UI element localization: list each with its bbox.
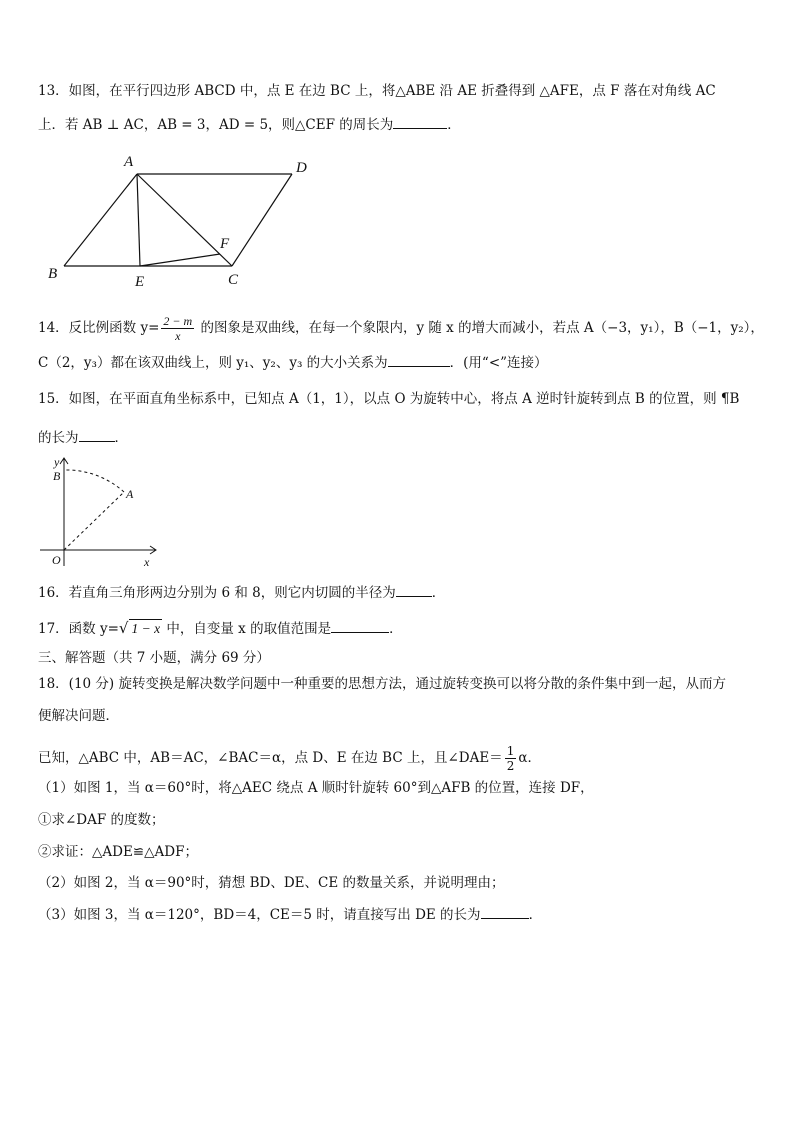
label-y: y: [54, 455, 60, 469]
answer-blank: [481, 905, 529, 919]
label-C: C: [228, 272, 239, 288]
q14-line2: C（2，y₃）都在该双曲线上，则 y₁、y₂、y₃ 的大小关系为 ．(用“<”连接）: [38, 355, 548, 371]
q13-text-2: 上．若 AB ⊥ AC，AB = 3，AD = 5，则△CEF 的周长为: [38, 117, 394, 133]
label-O: O: [52, 553, 61, 567]
q18-text-3a: 已知，△ABC 中，AB＝AC，∠BAC＝α，点 D、E 在边 BC 上，且∠DAE＝: [38, 750, 503, 766]
parallelogram-diagram: [40, 148, 330, 288]
q18-part3-text: （3）如图 3，当 α＝120°，BD＝4，CE＝5 时，请直接写出 DE 的长为: [38, 907, 481, 923]
q13-text-1: 13．如图，在平行四边形 ABCD 中，点 E 在边 BC 上，将△ABE 沿 AE 折叠得到 △AFE，点 F 落在对角线 AC: [38, 83, 716, 99]
q18-part1b: [38, 843, 198, 861]
answer-blank: [331, 619, 389, 633]
q17-line: 17．函数 y=√ 1 − x 中，自变量 x 的取值范围是 ．: [38, 619, 403, 637]
q15-text-1: 15．如图，在平面直角坐标系中，已知点 A（1，1），以点 O 为旋转中心，将点 A 逆时针旋转到点 B 的位置，则 ¶B: [38, 391, 740, 407]
q16-text: 16．若直角三角形两边分别为 6 和 8，则它内切圆的半径为: [38, 585, 396, 601]
q15-line1: [38, 390, 739, 408]
label-x: x: [144, 555, 150, 569]
q18-part1: [38, 779, 594, 797]
segment-OA: [64, 492, 124, 550]
coordinate-diagram: [38, 452, 168, 572]
q18-part1a-text: ①求∠DAF 的度数；: [38, 812, 165, 828]
q14-fraction: $\frac{2 - m}{x}$: [163, 314, 193, 343]
q17-sqrt: 1 − x: [131, 621, 161, 636]
q18-part1a: [38, 811, 165, 829]
q17-text-b: 中，自变量 x 的取值范围是: [162, 621, 332, 637]
label-B: B: [53, 469, 61, 483]
q13-line1: [38, 82, 716, 100]
answer-blank: [388, 353, 450, 367]
q14-line1: [38, 314, 764, 343]
segment-EF: [140, 254, 220, 266]
q18-line3: [38, 744, 541, 773]
q18-part1-text: （1）如图 1，当 α＝60°时，将△AEC 绕点 A 顺时针旋转 60°到△AFB 的位置，连接 DF，: [38, 780, 594, 796]
section-title: 三、解答题（共 7 小题，满分 69 分）: [38, 650, 270, 666]
q18-fraction: $\frac{1}{2}$: [506, 744, 515, 773]
q18-text-2: 便解决问题．: [38, 708, 119, 724]
section-heading: [38, 649, 270, 667]
segment-AB: [64, 174, 137, 266]
label-E: E: [135, 274, 145, 288]
q18-part2: [38, 874, 505, 892]
q18-text-3b: α．: [518, 750, 541, 766]
label-A: A: [126, 487, 134, 501]
label-D: D: [296, 160, 307, 176]
arc-AB: [64, 470, 124, 492]
label-B: B: [48, 266, 58, 282]
segment-AE: [137, 174, 140, 266]
q14-text-1b: 的图象是双曲线，在每一个象限内，y 随 x 的增大而减小，若点 A（−3，y₁），B（−1，y₂），: [196, 320, 764, 336]
q18-text-1: 18．(10 分) 旋转变换是解决数学问题中一种重要的思想方法，通过旋转变换可以将分散的条件集中到一起，从而方: [38, 676, 726, 692]
q17-text-a: 17．函数 y=: [38, 621, 119, 637]
q15-line2: 的长为 ．: [38, 430, 128, 446]
answer-blank: [79, 428, 115, 442]
label-F: F: [220, 236, 230, 252]
q16-line: 16．若直角三角形两边分别为 6 和 8，则它内切圆的半径为 ．: [38, 585, 446, 601]
q14-text-2a: C（2，y₃）都在该双曲线上，则 y₁、y₂、y₃ 的大小关系为: [38, 355, 388, 371]
q15-text-2a: 的长为: [38, 430, 79, 446]
q14-text-1a: 14．反比例函数 y=: [38, 320, 160, 336]
q18-part1b-text: ②求证：△ADE≌△ADF；: [38, 844, 198, 860]
q18-part2-text: （2）如图 2，当 α＝90°时，猜想 BD、DE、CE 的数量关系，并说明理由；: [38, 875, 505, 891]
answer-blank: [393, 115, 447, 129]
q18-line2: [38, 707, 119, 725]
q13-line2: 上．若 AB ⊥ AC，AB = 3，AD = 5，则△CEF 的周长为 ．: [38, 117, 461, 133]
segment-DC: [232, 174, 292, 266]
segment-AC: [137, 174, 232, 266]
q18-part3: （3）如图 3，当 α＝120°，BD＝4，CE＝5 时，请直接写出 DE 的长为 ．: [38, 907, 543, 923]
label-A: A: [124, 154, 134, 170]
answer-blank: [396, 583, 432, 597]
q18-line1: [38, 675, 726, 693]
